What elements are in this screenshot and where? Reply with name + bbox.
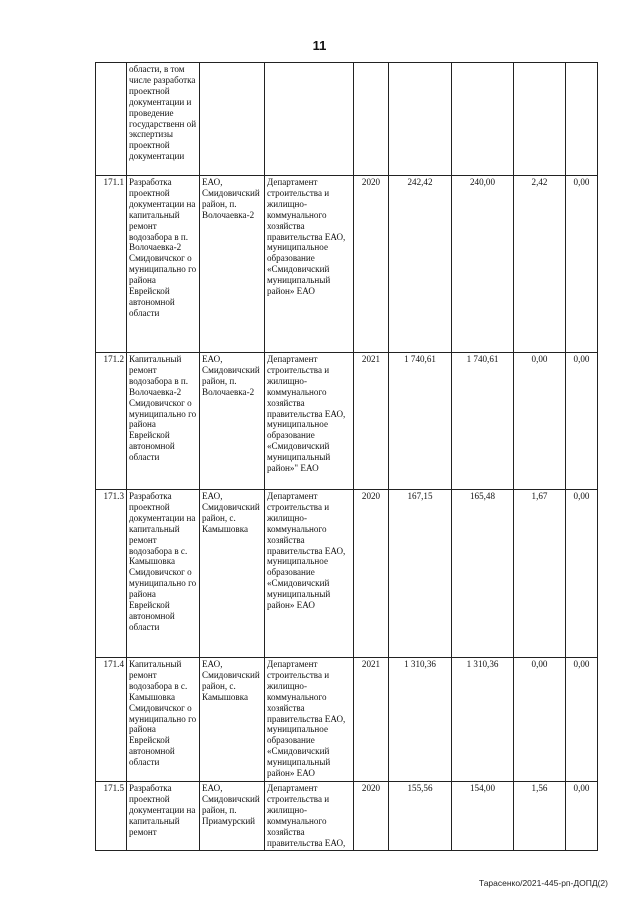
total-cell [389,63,452,176]
total-cell: 1 310,36 [389,658,452,782]
value-cell-1: 240,00 [452,176,514,353]
value-cell-1: 154,00 [452,782,514,851]
row-number-cell: 171.4 [96,658,127,782]
value-cell-3 [566,63,598,176]
value-cell-3: 0,00 [566,782,598,851]
total-cell: 242,42 [389,176,452,353]
place-cell: ЕАО, Смидовичский район, п. Приамурский [200,782,265,851]
year-cell: 2020 [354,782,389,851]
year-cell [354,63,389,176]
table-row [96,490,598,658]
table-row [96,782,598,851]
row-number-cell [96,63,127,176]
year-cell: 2020 [354,176,389,353]
value-cell-2: 0,00 [514,353,566,490]
value-cell-1: 1 740,61 [452,353,514,490]
executor-cell: Департамент строительства и жилищно-коммунального хозяйства правительства ЕАО, муниципальное образование «Смидовичский муниципальный район»" ЕАО [265,353,354,490]
year-cell: 2020 [354,490,389,658]
name-cell: Разработка проектной документации на капитальный ремонт [127,782,200,851]
program-table [95,62,598,851]
place-cell [200,63,265,176]
value-cell-2: 1,67 [514,490,566,658]
value-cell-2: 0,00 [514,658,566,782]
name-cell: Капитальный ремонт водозабора в п. Волочаевка-2 Смидовичског о муниципально го района Еврейской автономной области [127,353,200,490]
executor-cell: Департамент строительства и жилищно-коммунального хозяйства правительства ЕАО, муниципальное образование «Смидовичский муниципальный район» ЕАО [265,658,354,782]
value-cell-3: 0,00 [566,353,598,490]
table-row [96,353,598,490]
value-cell-2: 2,42 [514,176,566,353]
executor-cell: Департамент строительства и жилищно-коммунального хозяйства правительства ЕАО, муниципальное образование «Смидовичский муниципальный район» ЕАО [265,176,354,353]
name-cell: Разработка проектной документации на капитальный ремонт водозабора в с. Камышовка Смидовичског о муниципально го района Еврейской автономной области [127,490,200,658]
document-footer-id: Тарасенко/2021-445-рп-ДОПД(2) [478,878,608,888]
year-cell: 2021 [354,353,389,490]
place-cell: ЕАО, Смидовичский район, с. Камышовка [200,490,265,658]
value-cell-1 [452,63,514,176]
name-cell: области, в том числе разработка проектной документации и проведение государственн ой экспертизы проектной документации [127,63,200,176]
value-cell-3: 0,00 [566,658,598,782]
place-cell: ЕАО, Смидовичский район, п. Волочаевка-2 [200,176,265,353]
name-cell: Капитальный ремонт водозабора в с. Камышовка Смидовичског о муниципально го района Еврейской автономной области [127,658,200,782]
total-cell: 167,15 [389,490,452,658]
row-number-cell: 171.2 [96,353,127,490]
place-cell: ЕАО, Смидовичский район, с. Камышовка [200,658,265,782]
row-number-cell: 171.1 [96,176,127,353]
page-number: 11 [312,38,327,53]
row-number-cell: 171.5 [96,782,127,851]
name-cell: Разработка проектной документации на капитальный ремонт водозабора в п. Волочаевка-2 Смидовичског о муниципально го района Еврейской автономной области [127,176,200,353]
value-cell-2 [514,63,566,176]
table-row [96,63,598,176]
value-cell-1: 1 310,36 [452,658,514,782]
place-cell: ЕАО, Смидовичский район, п. Волочаевка-2 [200,353,265,490]
value-cell-2: 1,56 [514,782,566,851]
executor-cell: Департамент строительства и жилищно-коммунального хозяйства правительства ЕАО, [265,782,354,851]
executor-cell [265,63,354,176]
value-cell-3: 0,00 [566,490,598,658]
executor-cell: Департамент строительства и жилищно-коммунального хозяйства правительства ЕАО, муниципальное образование «Смидовичский муниципальный район» ЕАО [265,490,354,658]
table-row [96,176,598,353]
total-cell: 1 740,61 [389,353,452,490]
row-number-cell: 171.3 [96,490,127,658]
table-row [96,658,598,782]
year-cell: 2021 [354,658,389,782]
total-cell: 155,56 [389,782,452,851]
value-cell-1: 165,48 [452,490,514,658]
value-cell-3: 0,00 [566,176,598,353]
